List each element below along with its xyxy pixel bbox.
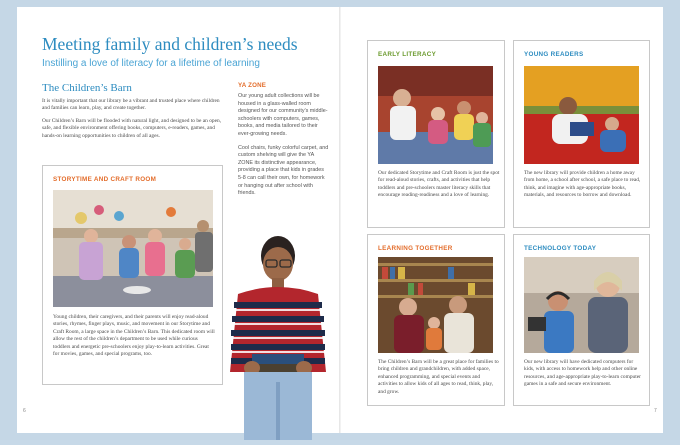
young-readers-card [513,40,650,228]
young-readers-text: The new library will provide children a home away from home, a school after school, a safe place to read, think, and imagine with age-appropriate books, materials, and resources to borrow and download. [524,170,641,199]
early-literacy-card [367,40,505,228]
young-readers-label: YOUNG READERS [524,51,584,58]
ya-zone-paragraph-1: Our young adult collections will be housed in a glass-walled room designed for our community’s middle-schoolers with computers, games, books, and media tailored to their ever-growing needs. [238,93,328,137]
learning-together-text: The Children’s Barn will be a great place for families to bring children and grandchildren, with added space, enhanced programming, and special events and activities to allow kids of all ages to read, think, play, and grow. [378,359,499,395]
technology-today-photo [524,257,639,353]
storytime-photo [53,190,213,307]
technology-today-label: TECHNOLOGY TODAY [524,245,597,252]
right-page-number: 7 [654,408,657,414]
childrens-barn-heading: The Children’s Barn [42,82,132,94]
ya-zone-section [238,82,330,204]
storytime-card [42,165,223,385]
page-spine [339,7,341,433]
childrens-barn-paragraph-1: It is vitally important that our library be a vibrant and trusted place where children and families can learn, play, and create together. [42,98,220,112]
ya-zone-label: YA ZONE [238,82,267,89]
early-literacy-photo [378,66,493,164]
childrens-barn-text [42,98,222,145]
boy-holding-books-photo [222,232,332,440]
technology-today-card [513,234,650,406]
left-page-number: 6 [23,408,26,414]
early-literacy-text: Our dedicated Storytime and Craft Room is just the spot for read-aloud stories, crafts, and activities that help toddlers and pre-schoolers master literacy skills that encourage reading-readiness and a love of learning. [378,170,500,199]
spread-title: Meeting family and children’s needs [42,34,298,54]
spread-subtitle: Instilling a love of literacy for a lifetime of learning [42,58,260,69]
learning-together-card [367,234,505,406]
ya-zone-paragraph-2: Cool chairs, funky colorful carpet, and custom shelving will give the YA ZONE its distinctive appearance, providing a place that kids in grades 5-8 can call their own, for homework or hanging out after school with friends. [238,144,329,197]
storytime-text: Young children, their caregivers, and their parents will enjoy read-aloud stories, rhymes, finger plays, music, and movement in our Storytime and Craft Room, a large space in the Children’s Barn. This dedicated room will allow the rest of the children’s department to be used while curious toddlers and energetic pre-schoolers enjoy play-to-learn activities. Great for movies, games, and special programs, too. [53,314,215,358]
childrens-barn-paragraph-2: Our Children’s Barn will be flooded with natural light, and designed to be an open, safe, and flexible environment offering books, computers, e-readers, games, and hands-on learning opportunities to children of all ages. [42,117,222,139]
storytime-label: STORYTIME AND CRAFT ROOM [53,176,157,183]
early-literacy-label: EARLY LITERACY [378,51,437,58]
learning-together-label: LEARNING TOGETHER [378,245,453,252]
technology-today-text: Our new library will have dedicated computers for kids, with access to homework help and other online resources, and age-appropriate play-to-learn computer games in a safe and secure environment. [524,359,641,388]
learning-together-photo [378,257,493,353]
young-readers-photo [524,66,639,164]
ya-zone-text [238,93,330,198]
